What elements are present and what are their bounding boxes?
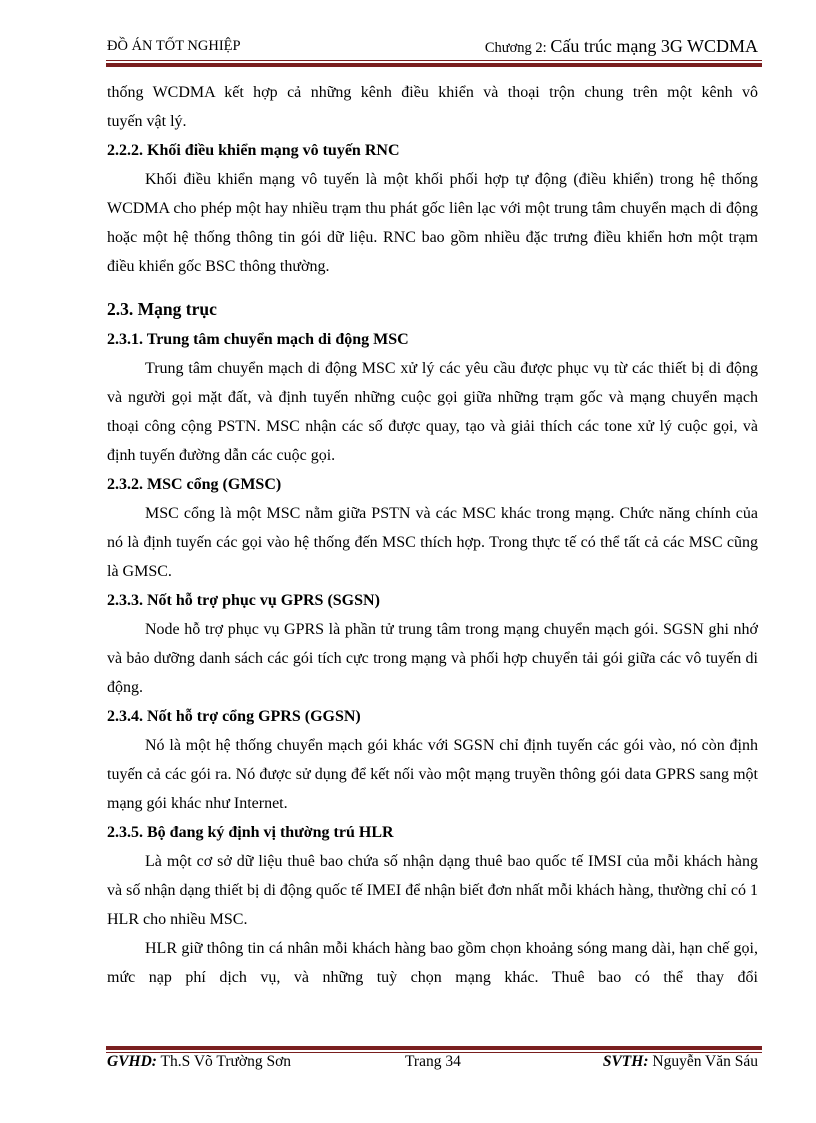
footer-rule-thick	[106, 1046, 762, 1050]
header-chapter-prefix: Chương 2:	[484, 40, 551, 56]
paragraph-intro-line-2: tuyến vật lý.	[107, 113, 187, 130]
footer-student	[603, 1053, 758, 1071]
heading-2-3-5: 2.3.5. Bộ đang ký định vị thường trú HLR	[107, 824, 394, 841]
header-rule-thick	[106, 63, 762, 67]
paragraph-2-3-3: Node hỗ trợ phục vụ GPRS là phần tử trung tâm trong mạng chuyển mạch gói. SGSN ghi nhớ và bảo dưỡng danh sách các gói tích cực trong mạng và phối hợp chuyển tải gói giữa các vô tuyến di động.	[107, 621, 758, 696]
footer-student-label: SVTH:	[602, 1053, 649, 1070]
paragraph-2-3-5-a: Là một cơ sở dữ liệu thuê bao chứa số nhận dạng thuê bao quốc tế IMSI của mỗi khách hàng và số nhận dạng thiết bị di động quốc tế IMEI để nhận biết đơn nhất mỗi khách hàng, thường chỉ có 1 HLR cho nhiều MSC.	[107, 853, 758, 928]
footer-supervisor	[107, 1053, 291, 1071]
heading-2-3-3: 2.3.3. Nốt hỗ trợ phục vụ GPRS (SGSN)	[107, 592, 380, 609]
heading-2-2-2: 2.2.2. Khối điều khiển mạng vô tuyến RNC	[107, 142, 400, 159]
footer-page-number: Trang 34	[405, 1053, 461, 1070]
paragraph-2-3-5-b: HLR giữ thông tin cá nhân mỗi khách hàng bao gồm chọn khoảng sóng mang dài, hạn chế gọi, mức nạp phí dịch vụ, và những tuỳ chọn mạng khác. Thuê bao có thể thay đổi	[107, 940, 758, 986]
footer-student-name: Nguyễn Văn Sáu	[648, 1053, 758, 1070]
paragraph-2-3-4: Nó là một hệ thống chuyển mạch gói khác với SGSN chỉ định tuyến các gói vào, nó còn định tuyến cả các gói ra. Nó được sử dụng để kết nối vào một mạng truyền thông gói data GPRS sang một mạng gói khác như Internet.	[107, 737, 758, 812]
page-content	[107, 78, 758, 992]
paragraph-2-3-2: MSC cổng là một MSC nằm giữa PSTN và các MSC khác trong mạng. Chức năng chính của nó là định tuyến các gọi vào hệ thống đến MSC thích hợp. Trong thực tế có thể tất cả các MSC cũng là GMSC.	[107, 505, 758, 580]
footer-supervisor-label: GVHD:	[107, 1053, 157, 1070]
paragraph-2-2-2: Khối điều khiển mạng vô tuyến là một khối phối hợp tự động (điều khiển) trong hệ thống WCDMA cho phép một hay nhiều trạm thu phát gốc liên lạc với một trung tâm chuyển mạch di động hoặc một hệ thống thông tin gói dữ liệu. RNC bao gồm nhiều đặc trưng điều khiển hơn một trạm điều khiển gốc BSC thông thường.	[107, 171, 758, 275]
page-footer	[107, 1053, 758, 1077]
heading-2-3-4: 2.3.4. Nốt hỗ trợ cổng GPRS (GGSN)	[107, 708, 361, 725]
heading-2-3: 2.3. Mạng trục	[107, 299, 217, 319]
footer-supervisor-name: Th.S Võ Trường Sơn	[156, 1053, 292, 1070]
heading-2-3-1: 2.3.1. Trung tâm chuyển mạch di động MSC	[107, 331, 409, 348]
header-left-title: ĐỒ ÁN TỐT NGHIỆP	[107, 38, 241, 54]
paragraph-intro-line-1: thống WCDMA kết hợp cả những kênh điều khiển và thoại trộn chung trên một kênh vô	[107, 84, 758, 101]
paragraph-2-3-1: Trung tâm chuyển mạch di động MSC xử lý các yêu cầu được phục vụ từ các thiết bị di động và người gọi mặt đất, và định tuyến những cuộc gọi giữa những trạm gốc và mạng chuyển mạch thoại công cộng PSTN. MSC nhận các số được quay, tạo và giải thích các tone xử lý cuộc gọi, và định tuyến đường dẫn các cuộc gọi.	[107, 360, 758, 464]
header-chapter-title	[485, 36, 758, 57]
header-chapter-name: Cấu trúc mạng 3G WCDMA	[550, 36, 758, 56]
heading-2-3-2: 2.3.2. MSC cổng (GMSC)	[107, 476, 282, 493]
header-rule-thin	[106, 60, 762, 61]
